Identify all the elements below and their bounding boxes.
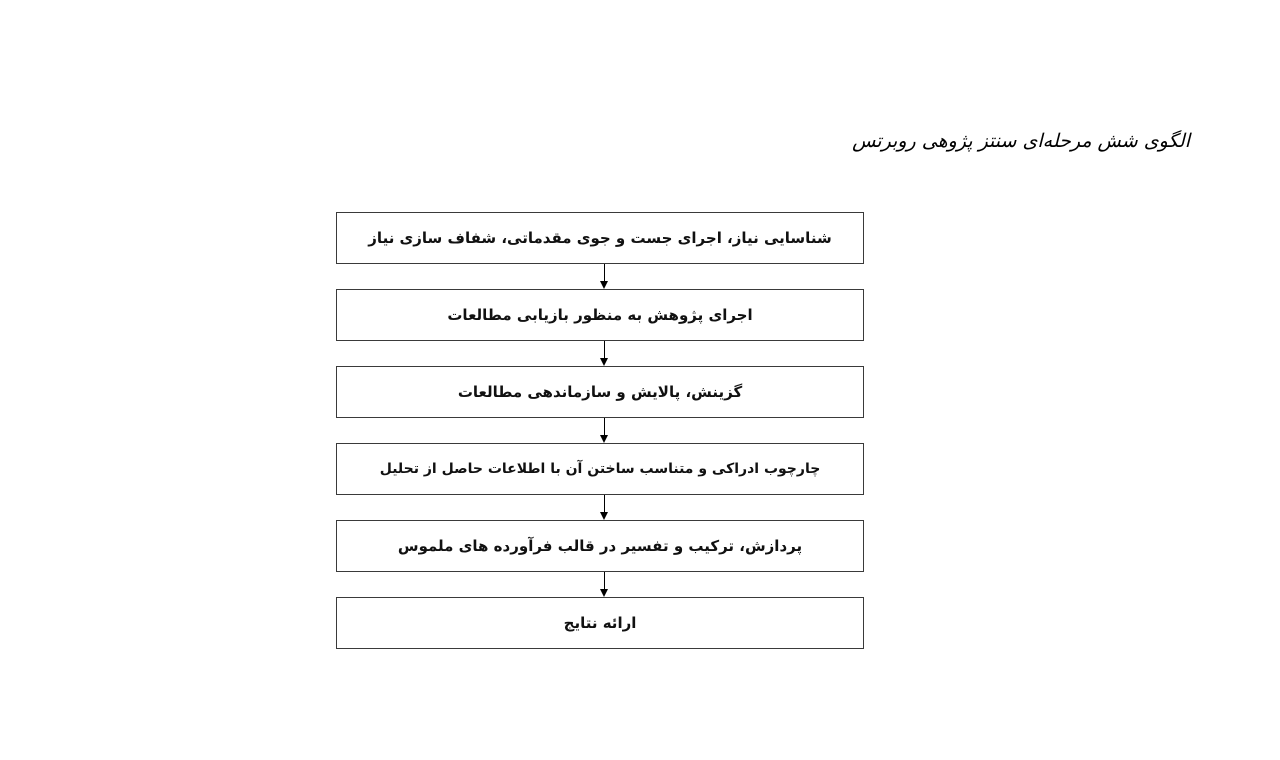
flow-step-6: ارائه نتایج [336, 597, 864, 649]
flowchart [336, 212, 864, 649]
arrow-down-icon [600, 512, 608, 520]
arrow-down-icon [600, 435, 608, 443]
flow-arrow-4 [336, 495, 864, 520]
flow-step-5: پردازش، ترکیب و تفسیر در قالب فرآورده های ملموس [336, 520, 864, 572]
flow-arrow-5 [336, 572, 864, 597]
flow-arrow-3 [336, 418, 864, 443]
flow-step-3: گزینش، پالایش و سازماندهی مطالعات [336, 366, 864, 418]
flow-arrow-2 [336, 341, 864, 366]
flow-step-2: اجرای پژوهش به منظور بازیابی مطالعات [336, 289, 864, 341]
arrow-down-icon [600, 589, 608, 597]
diagram-title: الگوی شش مرحله‌ای سنتز پژوهی روبرتس [852, 130, 1190, 152]
arrow-down-icon [600, 281, 608, 289]
flow-step-1: شناسایی نیاز، اجرای جست و جوی مقدماتی، شفاف سازی نیاز [336, 212, 864, 264]
flow-step-4: چارچوب ادراکی و متناسب ساختن آن با اطلاعات حاصل از تحلیل [336, 443, 864, 495]
arrow-down-icon [600, 358, 608, 366]
flow-arrow-1 [336, 264, 864, 289]
